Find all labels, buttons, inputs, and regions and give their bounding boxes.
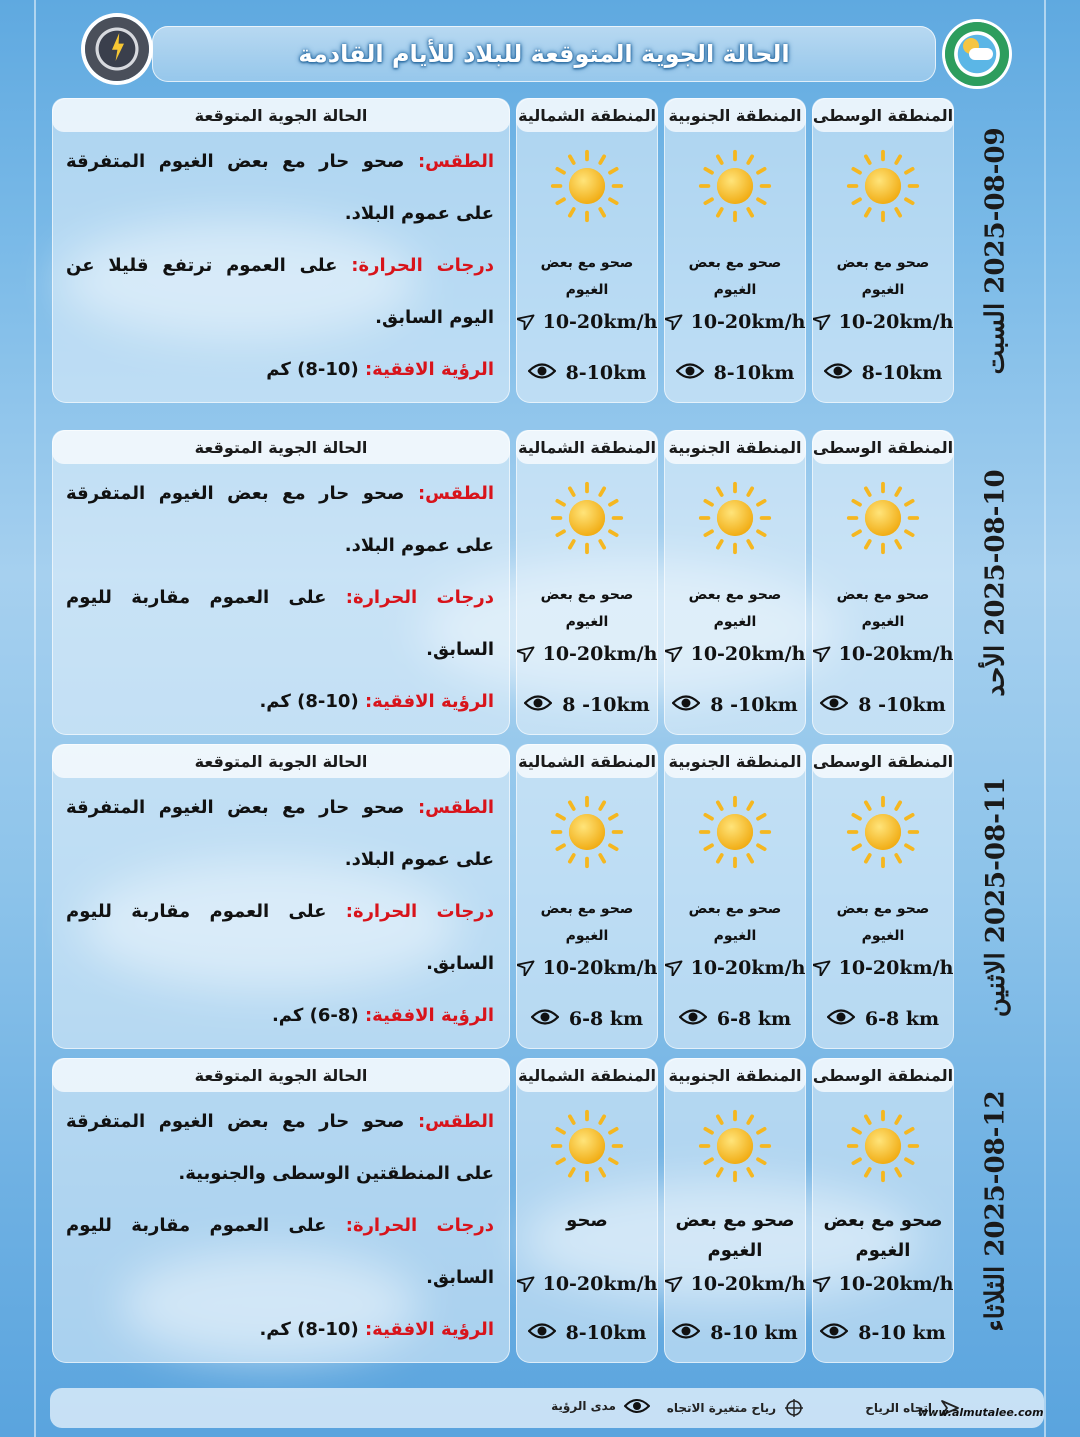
forecast-body — [66, 1096, 494, 1356]
visibility-range: 6-8 km — [568, 1008, 644, 1030]
region-condition: صحو مع بعض الغيوم — [540, 901, 634, 944]
wind-speed: 10-20km/h — [690, 957, 806, 979]
sun-icon — [697, 1108, 773, 1184]
wind-arrow-icon — [665, 956, 685, 980]
temperature-text: على العموم مقاربة لليوم السابق. — [66, 1215, 494, 1288]
visibility-text: (8-6) كم. — [271, 1005, 359, 1026]
visibility-row — [516, 694, 658, 716]
weather-label: الطقس: — [417, 1111, 494, 1132]
visibility-line — [66, 344, 494, 396]
day-date: 2025-08-12 الثلاثاء — [981, 1089, 1012, 1332]
visibility-range: 8-10 km — [858, 1322, 946, 1344]
weather-label: الطقس: — [417, 151, 494, 172]
region-name: المنطقة الجنوبية — [664, 430, 806, 464]
visibility-text: (10-8) كم. — [259, 1319, 359, 1340]
weather-text: صحو حار مع بعض الغيوم المتفرقة على المنطقتين الوسطى والجنوبية. — [66, 1111, 494, 1184]
wind-speed: 10-20km/h — [542, 957, 658, 979]
wind-speed: 10-20km/h — [838, 643, 954, 665]
visibility-line — [66, 990, 494, 1042]
lightning-icon — [112, 33, 124, 61]
region-condition: صحو مع بعض الغيوم — [540, 587, 634, 630]
visibility-row — [812, 1322, 954, 1344]
forecast-panel-title: الحالة الجوية المتوقعة — [52, 430, 510, 464]
visibility-label: الرؤية الافقية: — [364, 1319, 494, 1340]
wind-row — [516, 310, 658, 334]
sun-icon — [845, 794, 921, 870]
wind-row — [664, 956, 806, 980]
wind-row — [812, 642, 954, 666]
region-condition: صحو مع بعض الغيوم — [836, 587, 930, 630]
visibility-range: 8-10 km — [710, 1322, 798, 1344]
meteorological-org-logo — [945, 22, 1009, 86]
region-name: المنطقة الجنوبية — [664, 1058, 806, 1092]
region-panel — [664, 430, 806, 735]
forecast-body — [66, 468, 494, 728]
visibility-label: الرؤية الافقية: — [364, 691, 494, 712]
eye-icon — [528, 1322, 556, 1344]
region-name: المنطقة الشمالية — [516, 1058, 658, 1092]
eye-icon — [824, 362, 852, 384]
sun-icon — [549, 794, 625, 870]
forecast-panel-title: الحالة الجوية المتوقعة — [52, 1058, 510, 1092]
region-condition: صحو — [566, 1210, 608, 1231]
visibility-row — [664, 1008, 806, 1030]
region-panel — [812, 98, 954, 403]
wind-row — [664, 310, 806, 334]
wind-arrow-icon — [813, 310, 833, 334]
temperature-text: على العموم مقاربة لليوم السابق. — [66, 587, 494, 660]
eye-icon — [820, 1322, 848, 1344]
weather-line — [66, 782, 494, 886]
sun-icon — [697, 794, 773, 870]
visibility-row — [664, 1322, 806, 1344]
region-panel — [812, 744, 954, 1049]
day-date: 2025-08-11 الاثنين — [981, 776, 1012, 1017]
weather-label: الطقس: — [417, 483, 494, 504]
weather-text: صحو حار مع بعض الغيوم المتفرقة على عموم البلاد. — [66, 797, 494, 870]
legend-variable-wind-label: رياح متغيرة الاتجاه — [666, 1401, 776, 1415]
wind-speed: 10-20km/h — [838, 311, 954, 333]
wind-row — [812, 956, 954, 980]
visibility-row — [664, 694, 806, 716]
eye-icon — [679, 1008, 707, 1030]
sun-icon — [549, 148, 625, 224]
wind-speed: 10-20km/h — [690, 1273, 806, 1295]
forecast-body — [66, 136, 494, 396]
day-date-column — [960, 1058, 1032, 1363]
region-panel — [516, 744, 658, 1049]
wind-arrow-icon — [813, 1272, 833, 1296]
legend-wind-direction-label: اتجاه الرياح — [865, 1401, 932, 1415]
weather-line — [66, 468, 494, 572]
temperature-line — [66, 572, 494, 676]
region-condition: صحو مع بعض الغيوم — [688, 587, 782, 630]
forecast-panel-title: الحالة الجوية المتوقعة — [52, 744, 510, 778]
temperature-label: درجات الحرارة: — [345, 1215, 494, 1236]
region-name: المنطقة الوسطى — [812, 744, 954, 778]
weather-label: الطقس: — [417, 797, 494, 818]
visibility-text: (10-8) كم — [266, 359, 359, 380]
wind-arrow-icon — [517, 310, 537, 334]
page-title: الحالة الجوية المتوقعة للبلاد للأيام القادمة — [298, 40, 790, 68]
day-date: 2025-08-09 السبت — [981, 126, 1011, 375]
temperature-label: درجات الحرارة: — [345, 901, 494, 922]
visibility-range: 8 -10km — [562, 694, 650, 716]
sun-icon — [697, 480, 773, 556]
wind-speed: 10-20km/h — [690, 311, 806, 333]
region-panel — [516, 98, 658, 403]
wind-arrow-icon — [665, 642, 685, 666]
wind-arrow-icon — [517, 642, 537, 666]
weather-text: صحو حار مع بعض الغيوم المتفرقة على عموم البلاد. — [66, 483, 494, 556]
sun-icon — [845, 480, 921, 556]
day-date-column — [960, 744, 1032, 1049]
visibility-range: 8-10km — [565, 362, 647, 384]
eye-icon — [827, 1008, 855, 1030]
visibility-row — [516, 362, 658, 384]
eye-icon — [672, 1322, 700, 1344]
temperature-label: درجات الحرارة: — [345, 587, 494, 608]
forecast-text-panel — [52, 98, 510, 403]
region-condition: صحو مع بعض الغيوم — [823, 1210, 943, 1261]
day-date-column — [960, 98, 1032, 403]
wind-row — [516, 1272, 658, 1296]
temperature-text: على العموم ترتفع قليلا عن اليوم السابق. — [66, 255, 494, 328]
weather-text: صحو حار مع بعض الغيوم المتفرقة على عموم البلاد. — [66, 151, 494, 224]
visibility-label: الرؤية الافقية: — [364, 359, 494, 380]
region-panel — [812, 1058, 954, 1363]
region-panel — [664, 744, 806, 1049]
visibility-range: 6-8 km — [864, 1008, 940, 1030]
weather-line — [66, 136, 494, 240]
sun-icon — [549, 480, 625, 556]
temperature-text: على العموم مقاربة لليوم السابق. — [66, 901, 494, 974]
forecast-body — [66, 782, 494, 1042]
wind-arrow-icon — [813, 956, 833, 980]
region-panel — [812, 430, 954, 735]
forecast-text-panel — [52, 744, 510, 1049]
eye-icon — [672, 694, 700, 716]
legend-visibility-label: مدى الرؤية — [551, 1399, 616, 1413]
region-condition: صحو مع بعض الغيوم — [540, 255, 634, 298]
region-name: المنطقة الوسطى — [812, 98, 954, 132]
visibility-line — [66, 1304, 494, 1356]
region-name: المنطقة الوسطى — [812, 1058, 954, 1092]
legend — [50, 1388, 1044, 1428]
wind-row — [516, 956, 658, 980]
visibility-text: (10-8) كم. — [259, 691, 359, 712]
visibility-row — [812, 362, 954, 384]
compass-icon — [784, 1398, 804, 1418]
wind-speed: 10-20km/h — [838, 1273, 954, 1295]
wind-row — [664, 1272, 806, 1296]
legend-visibility — [551, 1398, 650, 1414]
visibility-range: 8-10km — [565, 1322, 647, 1344]
day-date-column — [960, 430, 1032, 735]
visibility-range: 8 -10km — [858, 694, 946, 716]
region-condition: صحو مع بعض الغيوم — [688, 255, 782, 298]
temperature-line — [66, 886, 494, 990]
wind-speed: 10-20km/h — [542, 311, 658, 333]
sun-icon — [845, 148, 921, 224]
wind-arrow-icon — [813, 642, 833, 666]
region-panel — [664, 1058, 806, 1363]
visibility-row — [664, 362, 806, 384]
visibility-line — [66, 676, 494, 728]
region-name: المنطقة الشمالية — [516, 98, 658, 132]
wind-row — [812, 310, 954, 334]
forecast-panel-title: الحالة الجوية المتوقعة — [52, 98, 510, 132]
wind-row — [516, 642, 658, 666]
region-name: المنطقة الشمالية — [516, 744, 658, 778]
visibility-range: 8 -10km — [710, 694, 798, 716]
region-panel — [664, 98, 806, 403]
eye-icon — [820, 694, 848, 716]
region-condition: صحو مع بعض الغيوم — [675, 1210, 795, 1261]
forecast-text-panel — [52, 1058, 510, 1363]
sun-icon — [549, 1108, 625, 1184]
forecasting-dept-logo — [85, 17, 149, 81]
title-bar — [152, 26, 936, 82]
eye-icon — [524, 694, 552, 716]
region-name: المنطقة الجنوبية — [664, 744, 806, 778]
region-condition: صحو مع بعض الغيوم — [688, 901, 782, 944]
wind-row — [664, 642, 806, 666]
visibility-row — [516, 1008, 658, 1030]
eye-icon — [624, 1398, 650, 1414]
temperature-label: درجات الحرارة: — [351, 255, 494, 276]
forecast-text-panel — [52, 430, 510, 735]
visibility-row — [516, 1322, 658, 1344]
wind-speed: 10-20km/h — [542, 1273, 658, 1295]
visibility-range: 8-10km — [713, 362, 795, 384]
wind-arrow-icon — [517, 956, 537, 980]
region-panel — [516, 430, 658, 735]
region-condition: صحو مع بعض الغيوم — [836, 255, 930, 298]
wind-speed: 10-20km/h — [690, 643, 806, 665]
visibility-range: 6-8 km — [716, 1008, 792, 1030]
temperature-line — [66, 1200, 494, 1304]
eye-icon — [531, 1008, 559, 1030]
region-panel — [516, 1058, 658, 1363]
weather-line — [66, 1096, 494, 1200]
wind-speed: 10-20km/h — [838, 957, 954, 979]
wind-arrow-icon — [665, 310, 685, 334]
eye-icon — [528, 362, 556, 384]
visibility-row — [812, 1008, 954, 1030]
wind-row — [812, 1272, 954, 1296]
region-name: المنطقة الجنوبية — [664, 98, 806, 132]
wind-speed: 10-20km/h — [542, 643, 658, 665]
eye-icon — [676, 362, 704, 384]
temperature-line — [66, 240, 494, 344]
visibility-label: الرؤية الافقية: — [364, 1005, 494, 1026]
wind-arrow-icon — [517, 1272, 537, 1296]
visibility-range: 8-10km — [861, 362, 943, 384]
legend-variable-wind — [667, 1398, 804, 1418]
region-condition: صحو مع بعض الغيوم — [836, 901, 930, 944]
visibility-row — [812, 694, 954, 716]
region-name: المنطقة الوسطى — [812, 430, 954, 464]
day-date: 2025-08-10 الأحد — [981, 468, 1012, 697]
sun-icon — [697, 148, 773, 224]
region-name: المنطقة الشمالية — [516, 430, 658, 464]
watermark: www.almutalee.com — [918, 1406, 1044, 1419]
sun-icon — [845, 1108, 921, 1184]
cloud-icon — [969, 48, 993, 60]
wind-arrow-icon — [665, 1272, 685, 1296]
